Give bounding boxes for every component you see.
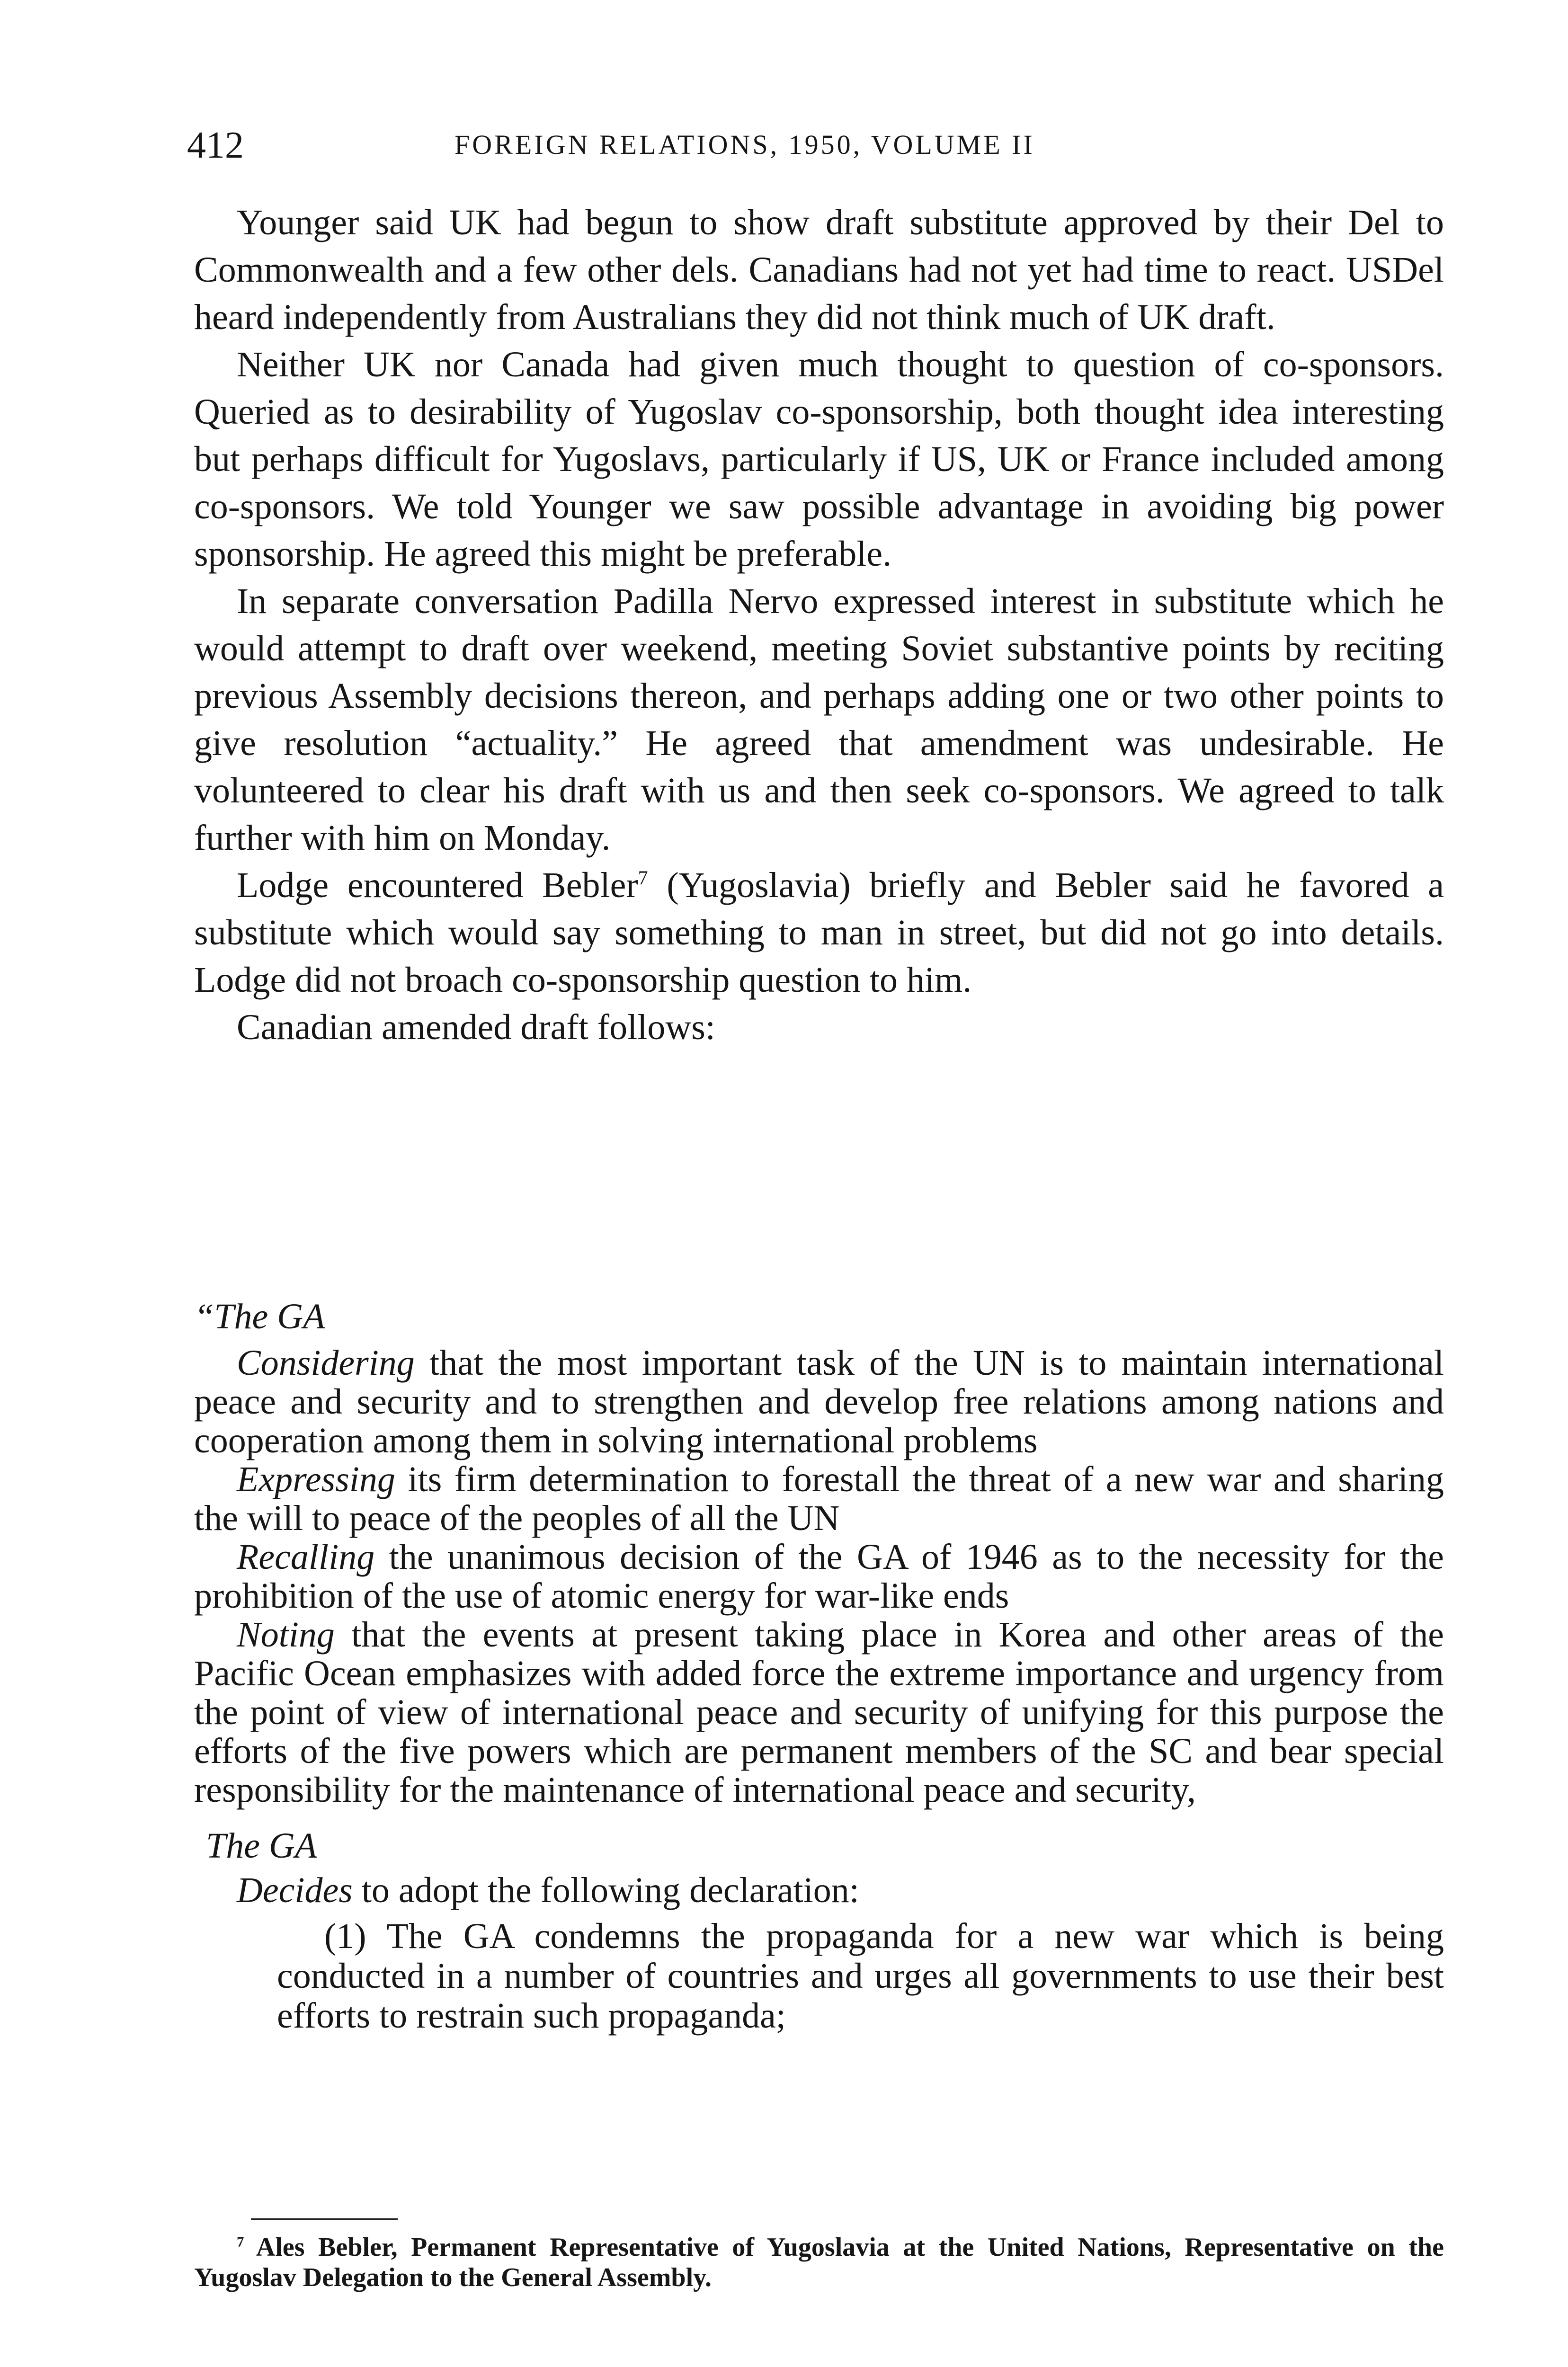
paragraph-younger: Younger said UK had begun to show draft substitute approved by their Del to Commonwealth and a few other dels. Canadians had not yet had time to react. USDel heard independently from Australians they did not think much of UK draft. bbox=[194, 203, 1444, 337]
clause-text: the unanimous decision of the GA of 1946 as to the necessity for the prohibition of the use of atomic energy for war-like ends bbox=[194, 1537, 1444, 1616]
clause-expressing bbox=[194, 1460, 1444, 1538]
footnote-reference: 7 bbox=[638, 867, 648, 890]
lodge-text-end: (Yugoslavia) briefly and Bebler said he favored a substitute which would say something to man in street, but did not go into details. Lodge did not broach co-sponsorship question to him. bbox=[194, 865, 1444, 1000]
clause-text: its firm determination to forestall the threat of a new war and sharing the will to peace of the peoples of all the UN bbox=[194, 1459, 1444, 1538]
running-head bbox=[187, 124, 1437, 167]
clause-lead: Decides bbox=[237, 1870, 353, 1910]
clause-lead: Noting bbox=[237, 1615, 335, 1655]
clause-considering bbox=[194, 1344, 1444, 1460]
resolution-second-heading: The GA bbox=[206, 1826, 317, 1866]
page-number: 412 bbox=[187, 125, 244, 166]
paragraph-draft-intro: Canadian amended draft follows: bbox=[237, 1007, 715, 1047]
footnote-text: Ales Bebler, Permanent Representative of Yugoslavia at the United Nations, Representative on the Yugoslav Delegation to the General Assembly. bbox=[194, 2233, 1444, 2292]
clause-text: that the most important task of the UN is to maintain international peace and security and to strengthen and develop free relations among nations and cooperation among them in solving international problems bbox=[194, 1343, 1444, 1460]
footnote-marker: 7 bbox=[237, 2234, 244, 2250]
clause-noting bbox=[194, 1615, 1444, 1809]
clause-lead: Expressing bbox=[237, 1459, 395, 1499]
clause-lead: Recalling bbox=[237, 1537, 375, 1577]
footnote-divider bbox=[251, 2218, 398, 2220]
paragraph-padilla-nervo: In separate conversation Padilla Nervo expressed interest in substitute which he would attempt to draft over weekend, meeting Soviet substantive points by reciting previous Assembly decisions thereon, and perhaps adding one or two other points to give resolution “actuality.” He agreed that amendment was undesirable. He volunteered to clear his draft with us and then seek co-sponsors. We agreed to talk further with him on Monday. bbox=[194, 581, 1444, 858]
clause-lead: Considering bbox=[237, 1343, 415, 1383]
resolution-heading: “The GA bbox=[194, 1297, 325, 1336]
lodge-text-start: Lodge encountered Bebler bbox=[237, 865, 638, 905]
clause-text: that the events at present taking place in Korea and other areas of the Pacific Ocean emphasizes with added force the extreme importance and urgency from the point of view of international peace and security of unifying for this purpose the efforts of the five powers which are permanent members of the SC and bear special responsibility for the maintenance of international peace and security, bbox=[194, 1615, 1444, 1810]
paragraph-co-sponsors: Neither UK nor Canada had given much thought to question of co-sponsors. Queried as to desirability of Yugoslav co-sponsorship, both thought idea interesting but perhaps difficult for Yugoslavs, particularly if US, UK or France included among co-sponsors. We told Younger we saw possible advantage in avoiding big power sponsorship. He agreed this might be preferable. bbox=[194, 345, 1444, 574]
running-title: FOREIGN RELATIONS, 1950, VOLUME II bbox=[454, 129, 1035, 160]
footnote bbox=[194, 2232, 1444, 2293]
clause-decides bbox=[194, 1871, 1444, 1910]
clause-text: to adopt the following declaration: bbox=[352, 1870, 859, 1910]
clause-recalling bbox=[194, 1538, 1444, 1615]
footnote-7 bbox=[194, 2232, 1444, 2293]
body-text bbox=[194, 199, 1444, 1051]
declaration-item-1: (1) The GA condemns the propaganda for a new war which is being conducted in a number of countries and urges all governments to use their best efforts to restrain such propaganda; bbox=[277, 1916, 1444, 2036]
paragraph-lodge bbox=[194, 862, 1444, 1004]
resolution-draft bbox=[194, 1297, 1444, 2036]
